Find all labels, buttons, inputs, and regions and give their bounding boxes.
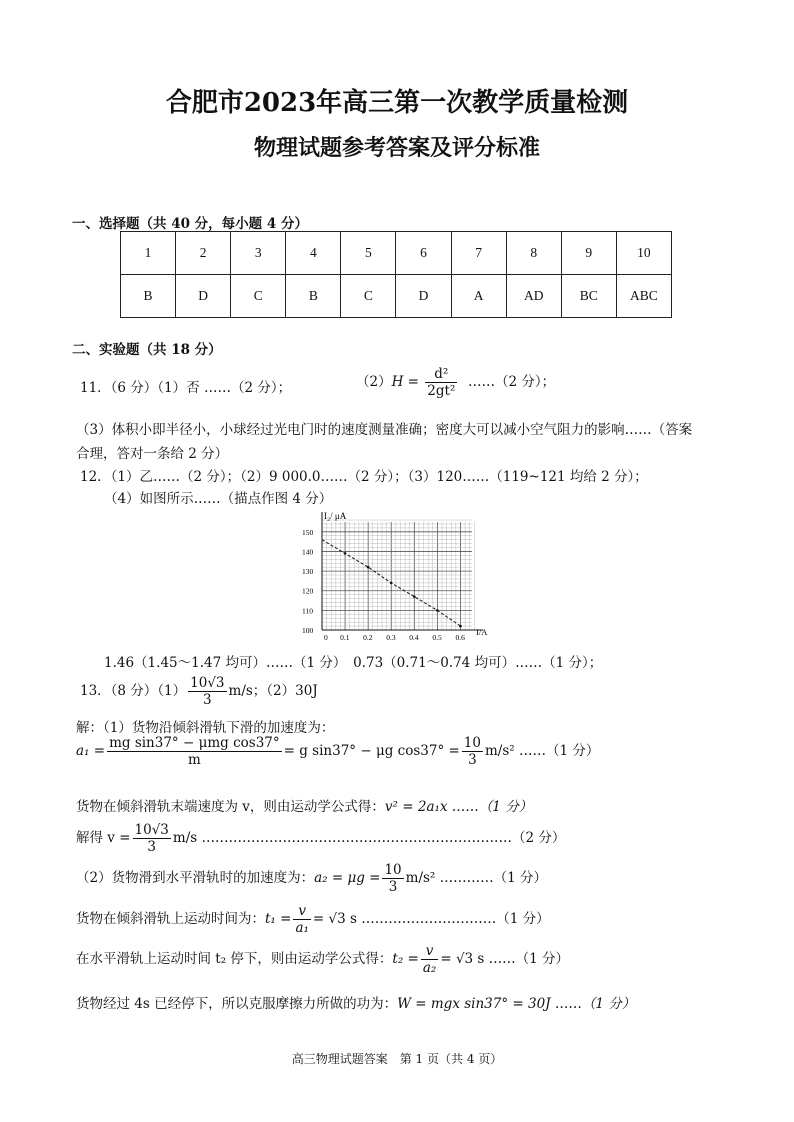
q13-t1-num: v: [293, 903, 310, 920]
q13-t2-num: v: [421, 943, 438, 960]
table-cell: 4: [286, 232, 341, 275]
data-point: [367, 566, 370, 569]
table-cell: 9: [561, 232, 616, 275]
y-tick-label: 130: [302, 567, 314, 577]
table-row-numbers: [121, 232, 672, 275]
table-cell: A: [451, 275, 506, 318]
q13-t2-fraction: [421, 943, 438, 976]
section2-heading: 二、实验题（共 18 分）: [72, 342, 222, 358]
table-cell: 2: [176, 232, 231, 275]
q13-p2-num: 10: [384, 862, 402, 878]
q13-header-suffix: m/s；（2）30J: [228, 683, 318, 699]
q13-solve-den: 3: [147, 839, 157, 855]
table-cell: 6: [396, 232, 451, 275]
q13-v-eq: v² = 2a₁x ……（1 分）: [384, 799, 533, 815]
chart: [300, 508, 495, 643]
table-row-answers: [121, 275, 672, 318]
data-point: [344, 552, 347, 555]
x-tick-label: 0: [324, 633, 328, 642]
table-cell: ABC: [616, 275, 671, 318]
page-footer: 高三物理试题答案 第 1 页（共 4 页）: [291, 1052, 503, 1066]
q13-a1-num: mg sin37° − μmg cos37°: [109, 735, 280, 751]
table-cell: B: [121, 275, 176, 318]
q13-p2-suffix: m/s² …………（1 分）: [405, 870, 548, 886]
q13-a1-value-den: 3: [468, 752, 477, 768]
x-tick-label: 0.6: [455, 633, 465, 642]
y-tick-label: 120: [302, 586, 314, 596]
x-tick-label: 0.2: [363, 633, 373, 642]
table-cell: C: [341, 275, 396, 318]
table-cell: 8: [506, 232, 561, 275]
q11-part3-line2: 合理，答对一条给 2 分）: [76, 446, 229, 462]
q13-t1-var: t₁ =: [265, 911, 292, 927]
data-point: [459, 625, 462, 628]
q13-header-fraction: [188, 675, 226, 708]
q11-frac-den: 2gt²: [427, 383, 456, 399]
q13-header-prefix: 13．（8 分）（1）: [80, 683, 187, 699]
q13-v-text: 货物在倾斜滑轨末端速度为 v，则由运动学公式得：: [76, 799, 385, 815]
q11-part2-prefix: （2）: [356, 374, 392, 390]
q13-a1-suffix: m/s² ……（1 分）: [484, 743, 600, 759]
q13-w-eq: W = mgx sin37° = 30J ……（1 分）: [397, 996, 636, 1012]
q13-w-text: 货物经过 4s 已经停下，所以克服摩擦力所做的功为：: [76, 996, 398, 1012]
page-subtitle: 物理试题参考答案及评分标准: [253, 135, 540, 161]
q11-part3-line1: （3）体积小即半径小，小球经过光电门时的速度测量准确；密度大可以减小空气阻力的影响……（答案: [76, 422, 693, 438]
q13-p2-line: [76, 862, 547, 895]
data-point: [413, 595, 416, 598]
chart-grid: [322, 520, 474, 630]
q13-solve-line: [76, 822, 565, 855]
q13-a1-den: m: [187, 752, 201, 768]
q13-t2-var: t₂ =: [392, 951, 419, 967]
q13-a1-mid: = g sin37° − μg cos37° =: [283, 743, 460, 759]
q13-header: [80, 675, 318, 708]
y-tick-label: 150: [302, 527, 314, 537]
q13-v-line: [76, 795, 532, 815]
q13-t2-den: a₂: [422, 960, 437, 976]
q13-header-num: 10√3: [190, 675, 225, 691]
q13-p2-text: （2）货物滑到水平滑轨时的加速度为：: [76, 870, 315, 886]
q13-a1-fraction: [107, 735, 282, 768]
table-cell: 10: [616, 232, 671, 275]
q13-w-line: [76, 992, 635, 1012]
table-cell: 7: [451, 232, 506, 275]
y-tick-label: 110: [302, 606, 313, 616]
section1-heading: 一、选择题（共 40 分，每小题 4 分）: [72, 216, 308, 232]
data-point: [436, 609, 439, 612]
q13-p2-fraction: [382, 862, 403, 895]
q11-frac-num: d²: [425, 366, 457, 383]
q13-a1-var: a₁ =: [76, 743, 106, 759]
table-cell: B: [286, 275, 341, 318]
data-point: [390, 582, 393, 585]
y-tick-label: 100: [302, 626, 314, 635]
table-cell: D: [176, 275, 231, 318]
x-tick-label: 0.3: [386, 633, 396, 642]
q13-solve-prefix: 解得 v =: [76, 830, 131, 846]
q13-p2-eq: a₂ = μg =: [314, 870, 381, 886]
table-cell: 1: [121, 232, 176, 275]
x-tick-label: 0.5: [432, 633, 442, 642]
q13-t1-line: [76, 903, 550, 936]
q13-solve-fraction: [133, 822, 171, 855]
q13-t1-den: a₁: [295, 920, 309, 936]
q13-solve-suffix: m/s ……………………………………………………………（2 分）: [172, 830, 566, 846]
q13-a1-value-fraction: [462, 735, 483, 768]
q13-t1-suffix: = √3 s …………………………（1 分）: [312, 911, 550, 927]
x-tick-label: 0.1: [340, 633, 350, 642]
page-title: 合肥市2023年高三第一次教学质量检测: [165, 88, 629, 118]
answer-table: [120, 231, 672, 318]
q13-t2-line: [76, 943, 569, 976]
q13-a1-line: [76, 735, 599, 768]
q13-jie: 解：（1）货物沿倾斜滑轨下滑的加速度为：: [76, 720, 335, 736]
table-cell: D: [396, 275, 451, 318]
q11-fraction: [425, 366, 457, 399]
q11-eq: =: [403, 374, 424, 390]
q13-header-den: 3: [203, 692, 212, 708]
table-cell: AD: [506, 275, 561, 318]
table-cell: 5: [341, 232, 396, 275]
q11-part2: [356, 366, 555, 399]
chart-ylabel: I₂/ μA: [324, 511, 347, 521]
q12-line2: （4）如图所示……（描点作图 4 分）: [104, 491, 333, 507]
q13-t2-text: 在水平滑轨上运动时间 t₂ 停下，则由运动学公式得：: [76, 951, 393, 967]
q12-line1: 12．（1）乙……（2 分）；（2）9 000.0……（2 分）；（3）120……（119~121 均给 2 分）；: [80, 469, 648, 485]
q11-var: H: [391, 374, 404, 390]
table-cell: BC: [561, 275, 616, 318]
q12-result: 1.46（1.45～1.47 均可）……（1 分） 0.73（0.71～0.74 均可）……（1 分）；: [104, 655, 603, 671]
table-cell: 3: [231, 232, 286, 275]
q13-p2-den: 3: [388, 879, 398, 895]
q13-a1-value-num: 10: [463, 735, 481, 751]
chart-xlabel: I/A: [476, 627, 488, 637]
q13-t2-suffix: = √3 s ……（1 分）: [440, 951, 570, 967]
x-tick-label: 0.4: [409, 633, 419, 642]
q11-part1: 11．（6 分）（1）否 ……（2 分）；: [80, 380, 292, 396]
q13-solve-num: 10√3: [134, 822, 169, 838]
y-tick-label: 140: [302, 547, 314, 557]
q13-t1-fraction: [293, 903, 310, 936]
table-cell: C: [231, 275, 286, 318]
q13-t1-text: 货物在倾斜滑轨上运动时间为：: [76, 911, 265, 927]
q11-part2-suffix: ……（2 分）；: [467, 374, 556, 390]
